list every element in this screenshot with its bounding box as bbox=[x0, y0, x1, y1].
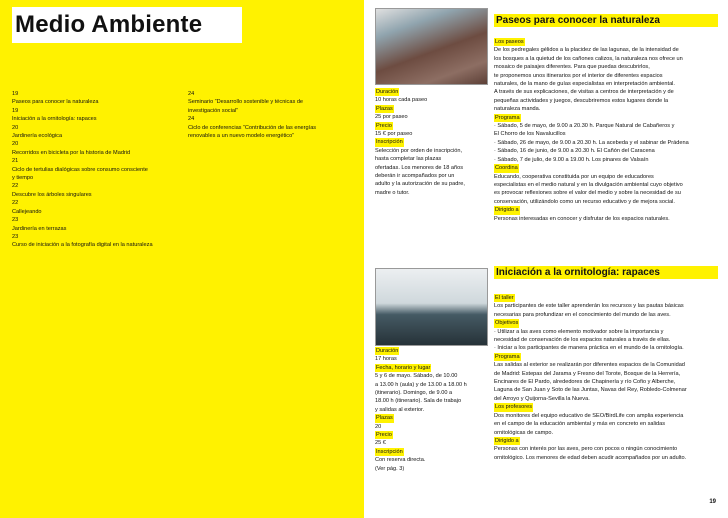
info-text: 18.00 h (itinerario). Sala de trabajo bbox=[375, 398, 462, 405]
info-label-row bbox=[375, 122, 488, 130]
body-text: es provocar reflexiones sobre el valor del medio y sobre la necesidad de su bbox=[494, 190, 681, 197]
hikers-photo bbox=[375, 8, 488, 85]
body-label: Dirigido a bbox=[495, 207, 519, 214]
body-text: · Utilizar a las aves como elemento motivador sobre la importancia y bbox=[494, 328, 664, 335]
section-1-title: Paseos para conocer la naturaleza bbox=[494, 14, 718, 27]
body-text: De los pedregales gélidos a la placidez de las lagunas, de la intensidad de bbox=[494, 47, 679, 54]
list-item: Curso de iniciación a la fotografía digital en la naturaleza bbox=[12, 242, 153, 249]
info-label-row bbox=[375, 414, 488, 422]
info-label-row bbox=[375, 347, 488, 355]
page-title: Medio Ambiente bbox=[15, 11, 203, 38]
section-2-body bbox=[494, 294, 718, 462]
info-label-row bbox=[375, 138, 488, 146]
info-text: Selección por orden de inscripción, bbox=[375, 147, 463, 154]
section-2-info bbox=[375, 347, 488, 473]
body-label-row bbox=[494, 38, 718, 46]
info-text: Con reserva directa. bbox=[375, 457, 426, 464]
body-text: Dos monitores del equipo educativo de SEO/BirdLife con amplia experiencia bbox=[494, 412, 684, 419]
body-text: · Iniciar a los participantes de manera práctica en el mundo de la ornitología. bbox=[494, 345, 684, 352]
list-item: Iniciación a la ornitología: rapaces bbox=[12, 116, 97, 123]
list-date: 24 bbox=[188, 91, 195, 97]
list-date: 20 bbox=[12, 141, 19, 148]
body-text: ornitológicas de campo. bbox=[494, 429, 554, 436]
body-label: Programa bbox=[495, 353, 520, 360]
list-date: 19 bbox=[12, 107, 19, 114]
body-text: ornitológico. Los menores de edad deben acudir acompañados por un adulto. bbox=[494, 454, 687, 461]
section-1-info bbox=[375, 88, 488, 197]
body-label-row bbox=[494, 403, 718, 411]
body-text: Encinares de El Pardo, alrededores de Chapinería y río Cofio y Alberche, bbox=[494, 379, 676, 386]
body-label-row bbox=[494, 353, 718, 361]
info-label: Plazas bbox=[376, 415, 393, 422]
list-item: Recorridos en bicicleta por la historia de Madrid bbox=[12, 149, 131, 156]
info-label: Fecha, horario y lugar bbox=[376, 364, 431, 371]
info-label-row bbox=[375, 364, 488, 372]
info-label-row bbox=[375, 448, 488, 456]
info-text: deberán ir acompañados por un bbox=[375, 173, 455, 180]
info-text: 5 y 6 de mayo. Sábado, de 10.00 bbox=[375, 373, 458, 380]
body-label: Objetivos bbox=[495, 320, 519, 327]
list-item: Ciclo de conferencias “Contribución de las energías bbox=[188, 124, 317, 131]
info-text: ofertadas. Los menores de 18 años bbox=[375, 164, 464, 171]
list-date: 24 bbox=[188, 116, 195, 123]
list-item: Paseos para conocer la naturaleza bbox=[12, 99, 99, 106]
info-label-row bbox=[375, 105, 488, 113]
section-2-title: Iniciación a la ornitología: rapaces bbox=[494, 266, 718, 279]
list-item: Seminario “Desarrollo sostenible y técnicas de bbox=[188, 99, 304, 106]
list-item: Descubre los árboles singulares bbox=[12, 191, 92, 198]
list-item: investigación social” bbox=[188, 107, 239, 114]
body-text: Personas interesadas en conocer y disfrutar de los espacios naturales. bbox=[494, 215, 670, 222]
body-label-row bbox=[494, 206, 718, 214]
info-text: (itinerario). Domingo, de 9.00 a bbox=[375, 390, 453, 397]
info-text: hasta completar las plazas bbox=[375, 156, 442, 163]
body-text: mosaico de paisajes diferentes. Para que puedas descubrirlos, bbox=[494, 64, 650, 71]
info-label: Duración bbox=[376, 348, 399, 354]
activity-list-column-1 bbox=[12, 90, 182, 250]
info-label-row bbox=[375, 88, 488, 96]
body-text: naturales, de la mano de guías especialistas en interpretación ambiental. bbox=[494, 81, 675, 88]
info-label: Inscripción bbox=[376, 139, 403, 146]
list-date: 20 bbox=[12, 124, 19, 131]
body-label-row bbox=[494, 164, 718, 172]
list-item: y tiempo bbox=[12, 175, 34, 182]
info-label: Precio bbox=[376, 432, 392, 439]
birdwatcher-photo bbox=[375, 268, 488, 346]
body-label: Los paseos bbox=[495, 39, 524, 45]
body-label-row bbox=[494, 319, 718, 327]
info-text: 17 horas bbox=[375, 356, 397, 363]
body-label-row bbox=[494, 294, 718, 302]
info-label: Plazas bbox=[376, 105, 393, 112]
info-label-row bbox=[375, 431, 488, 439]
list-date: 23 bbox=[12, 233, 19, 240]
body-text: pequeñas actividades y juegos, descubriremos estos lugares donde la bbox=[494, 97, 669, 104]
info-text: 25 € bbox=[375, 440, 386, 447]
list-item: renovables a un nuevo modelo energético” bbox=[188, 133, 295, 140]
body-text: · Sábado, 26 de mayo, de 9.00 a 20.30 h. La acebeda y el sabinar de Prádena bbox=[494, 139, 689, 146]
info-text: adulto y la autorización de su padre, bbox=[375, 181, 465, 188]
section-1-body bbox=[494, 38, 718, 223]
body-text: Personas con interés por las aves, pero con pocos o ningún conocimiento bbox=[494, 446, 678, 453]
body-label: El taller bbox=[495, 295, 514, 301]
body-label: Programa bbox=[495, 114, 520, 121]
body-text: naturaleza manda. bbox=[494, 106, 541, 113]
body-label-row bbox=[494, 114, 718, 122]
list-date: 19 bbox=[12, 91, 19, 97]
body-text: Las salidas al exterior se realizarán por diferentes espacios de la Comunidad bbox=[494, 362, 685, 369]
list-date: 21 bbox=[12, 158, 19, 165]
body-text: de Madrid: Estepas del Jarama y Fresno del Torote, Bosque de la Herrería, bbox=[494, 370, 681, 377]
body-text: Educando, cooperativa constituida por un equipo de educadores bbox=[494, 173, 654, 180]
info-text: y salidas al exterior. bbox=[375, 406, 425, 413]
body-text: conservación, utilizándolo como un recurso educativo y de mejora social. bbox=[494, 198, 675, 205]
body-text: especialistas en el medio natural y en la divulgación ambiental cuyo objetivo bbox=[494, 181, 683, 188]
info-text: 25 por paseo bbox=[375, 114, 408, 121]
page-title-box bbox=[12, 7, 242, 43]
list-item: Jardinería ecológica bbox=[12, 133, 63, 140]
body-text: te proponemos unos itinerarios por el interior de diferentes espacios bbox=[494, 72, 663, 79]
page-number: 19 bbox=[709, 499, 716, 505]
info-text: 15 € por paseo bbox=[375, 131, 413, 138]
body-label-row bbox=[494, 437, 718, 445]
activity-list-column-2 bbox=[188, 90, 348, 140]
body-text: Los participantes de este taller aprenderán los recursos y las pautas básicas bbox=[494, 303, 684, 310]
list-item: Ciclo de tertulias dialógicas sobre consumo consciente bbox=[12, 166, 148, 173]
info-text: 10 horas cada paseo bbox=[375, 97, 428, 104]
body-text: · Sábado, 16 de junio, de 9.00 a 20.30 h. El Cañón del Caracena bbox=[494, 148, 655, 155]
body-text: · Sábado, 5 de mayo, de 9.00 a 20.30 h. Parque Natural de Cabañeros y bbox=[494, 123, 675, 130]
info-text: madre o tutor. bbox=[375, 189, 410, 196]
info-text: (Ver pág. 3) bbox=[375, 465, 405, 472]
list-date: 23 bbox=[12, 217, 19, 224]
list-date: 22 bbox=[12, 200, 19, 207]
info-text: 20 bbox=[375, 423, 382, 430]
list-date: 22 bbox=[12, 183, 19, 190]
info-label: Precio bbox=[376, 122, 392, 129]
body-text: del Arroyo y Quijorna-Sevilla la Nueva. bbox=[494, 395, 590, 402]
body-label: Dirigido a bbox=[495, 437, 519, 444]
body-text: Laguna de San Juan y Soto de las Juntas, Navas del Rey, Robledo-Colmenar bbox=[494, 387, 687, 394]
body-text: necesarias para profundizar en el conocimiento del mundo de las aves. bbox=[494, 311, 671, 318]
list-item: Jardinería en terrazas bbox=[12, 225, 67, 232]
body-label: Coordina bbox=[495, 165, 518, 172]
body-text: los bosques a la quietud de los cañones calizos, la naturaleza nos ofrece un bbox=[494, 55, 683, 62]
body-text: · Sábado, 7 de julio, de 9.00 a 19.00 h. Los pinares de Valsaín bbox=[494, 156, 649, 163]
body-text: necesidad de conservación de los espacios naturales a través de ellas. bbox=[494, 337, 671, 344]
info-label: Duración bbox=[376, 89, 399, 95]
body-text: en el campo de la educación ambiental y más en concreto en salidas bbox=[494, 421, 666, 428]
list-item: Callejeando bbox=[12, 208, 42, 215]
body-text: A través de sus explicaciones, de visitas a centros de interpretación y de bbox=[494, 89, 674, 96]
body-text: El Chorro de los Navalucillos bbox=[494, 131, 566, 138]
info-label: Inscripción bbox=[376, 448, 403, 455]
info-text: a 13.00 h (aula) y de 13.00 a 18.00 h bbox=[375, 381, 467, 388]
body-label: Los profesores bbox=[495, 404, 533, 411]
